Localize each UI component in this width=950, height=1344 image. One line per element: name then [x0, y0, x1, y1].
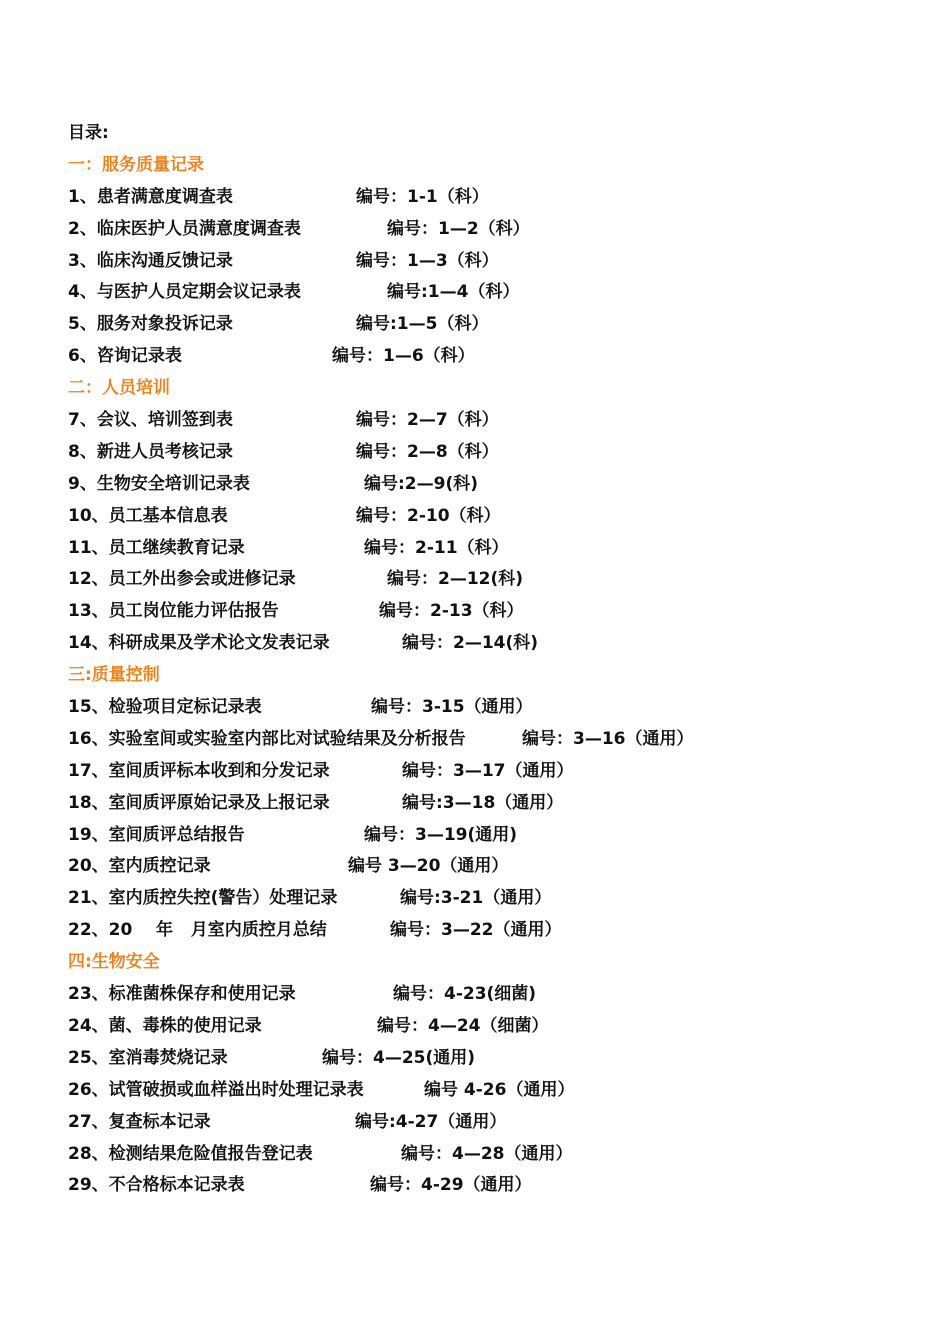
entry-code: 编号：1-1（科）: [356, 186, 489, 207]
entry-code: 编号：3—17（通用）: [402, 760, 574, 781]
toc-entry: [68, 277, 928, 309]
entry-code: 编号：4-23(细菌): [393, 984, 537, 1005]
toc-entry: [68, 788, 928, 820]
toc-entry: [68, 1011, 928, 1043]
section-heading-biosafety: 四:生物安全: [68, 952, 160, 973]
entry-code: 编号 4-26（通用）: [424, 1079, 575, 1100]
toc-entry: [68, 405, 928, 437]
entry-name: 14、科研成果及学术论文发表记录: [68, 633, 330, 654]
toc-entry: [68, 469, 928, 501]
entry-name: 18、室间质评原始记录及上报记录: [68, 792, 330, 813]
toc-entry: [68, 501, 928, 533]
entry-code: 编号：1—3（科）: [356, 250, 499, 271]
entry-name: 25、室消毒焚烧记录: [68, 1047, 228, 1068]
entry-name: 5、服务对象投诉记录: [68, 314, 233, 335]
entry-name: 12、员工外出参会或进修记录: [68, 569, 296, 590]
entry-code: 编号：2—8（科）: [356, 441, 499, 462]
entry-code: 编号：3-15（通用）: [371, 697, 533, 718]
toc-entry: [68, 246, 928, 278]
toc-entry: [68, 628, 928, 660]
toc-entry: [68, 851, 928, 883]
entry-name: 8、新进人员考核记录: [68, 441, 233, 462]
entry-code: 编号 3—20（通用）: [348, 856, 509, 877]
toc-entry: [68, 1107, 928, 1139]
entry-name: 16、实验室间或实验室内部比对试验结果及分析报告: [68, 728, 466, 749]
toc-entry: [68, 1139, 928, 1171]
entry-code: 编号：3—19(通用): [364, 824, 518, 845]
toc-entry: [68, 596, 928, 628]
entry-name: 21、室内质控失控(警告）处理记录: [68, 888, 338, 909]
toc-entry: [68, 1075, 928, 1107]
section-heading-quality-control: 三:质量控制: [68, 665, 160, 686]
entry-code: 编号：4-29（通用）: [370, 1175, 532, 1196]
toc-entry: [68, 915, 928, 947]
entry-name: 1、患者满意度调查表: [68, 186, 233, 207]
entry-code: 编号:1—5（科）: [356, 314, 489, 335]
entry-name: 24、菌、毒株的使用记录: [68, 1015, 262, 1036]
entry-name: 17、室间质评标本收到和分发记录: [68, 760, 330, 781]
toc-entry: [68, 437, 928, 469]
entry-code: 编号：2-13（科）: [379, 601, 524, 622]
section-heading-staff-training: 二：人员培训: [68, 378, 170, 399]
entry-name: 29、不合格标本记录表: [68, 1175, 245, 1196]
entry-name: 26、试管破损或血样溢出时处理记录表: [68, 1079, 364, 1100]
entry-code: 编号：3—22（通用）: [390, 920, 562, 941]
toc-entry: [68, 1043, 928, 1075]
entry-code: 编号:3—18（通用）: [402, 792, 564, 813]
entry-code: 编号：2—14(科): [402, 633, 539, 654]
toc-entry: [68, 182, 928, 214]
toc-entry: [68, 214, 928, 246]
toc-entry: [68, 309, 928, 341]
toc-entry: [68, 979, 928, 1011]
toc-entry: [68, 533, 928, 565]
entry-code: 编号：1—6（科）: [332, 346, 475, 367]
entry-code: 编号：4—25(通用): [322, 1047, 476, 1068]
entry-code: 编号:3-21（通用）: [400, 888, 552, 909]
entry-code: 编号：4—24（细菌）: [377, 1015, 549, 1036]
entry-code: 编号：2—7（科）: [356, 410, 499, 431]
entry-name: 28、检测结果危险值报告登记表: [68, 1143, 313, 1164]
entry-code: 编号：3—16（通用）: [522, 728, 694, 749]
entry-name: 11、员工继续教育记录: [68, 537, 245, 558]
entry-name: 3、临床沟通反馈记录: [68, 250, 233, 271]
toc-entry: [68, 564, 928, 596]
toc-entry: [68, 692, 928, 724]
entry-name: 9、生物安全培训记录表: [68, 473, 250, 494]
table-of-contents: [68, 118, 928, 1202]
entry-name: 20、室内质控记录: [68, 856, 211, 877]
entry-name: 13、员工岗位能力评估报告: [68, 601, 279, 622]
entry-code: 编号:2—9(科): [364, 473, 478, 494]
entry-code: 编号：2-11（科）: [364, 537, 509, 558]
toc-entry: [68, 724, 928, 756]
entry-code: 编号：2—12(科): [387, 569, 524, 590]
entry-name: 23、标准菌株保存和使用记录: [68, 984, 296, 1005]
entry-name: 4、与医护人员定期会议记录表: [68, 282, 301, 303]
entry-name: 7、会议、培训签到表: [68, 410, 233, 431]
toc-entry: [68, 883, 928, 915]
entry-name: 27、复查标本记录: [68, 1111, 211, 1132]
entry-name: 15、检验项目定标记录表: [68, 697, 262, 718]
toc-entry: [68, 820, 928, 852]
section-heading-service-quality: 一：服务质量记录: [68, 154, 204, 175]
entry-code: 编号：2-10（科）: [356, 505, 501, 526]
entry-name: 6、咨询记录表: [68, 346, 182, 367]
toc-title: 目录:: [68, 123, 109, 143]
toc-entry: [68, 756, 928, 788]
toc-entry: [68, 1170, 928, 1202]
entry-name: 10、员工基本信息表: [68, 505, 228, 526]
toc-entry: [68, 341, 928, 373]
entry-name: 22、20 年 月室内质控月总结: [68, 920, 327, 941]
entry-code: 编号：4—28（通用）: [401, 1143, 573, 1164]
entry-name: 19、室间质评总结报告: [68, 824, 245, 845]
entry-code: 编号:4-27（通用）: [355, 1111, 507, 1132]
entry-code: 编号：1—2（科）: [387, 218, 530, 239]
entry-name: 2、临床医护人员满意度调查表: [68, 218, 301, 239]
entry-code: 编号:1—4（科）: [387, 282, 520, 303]
